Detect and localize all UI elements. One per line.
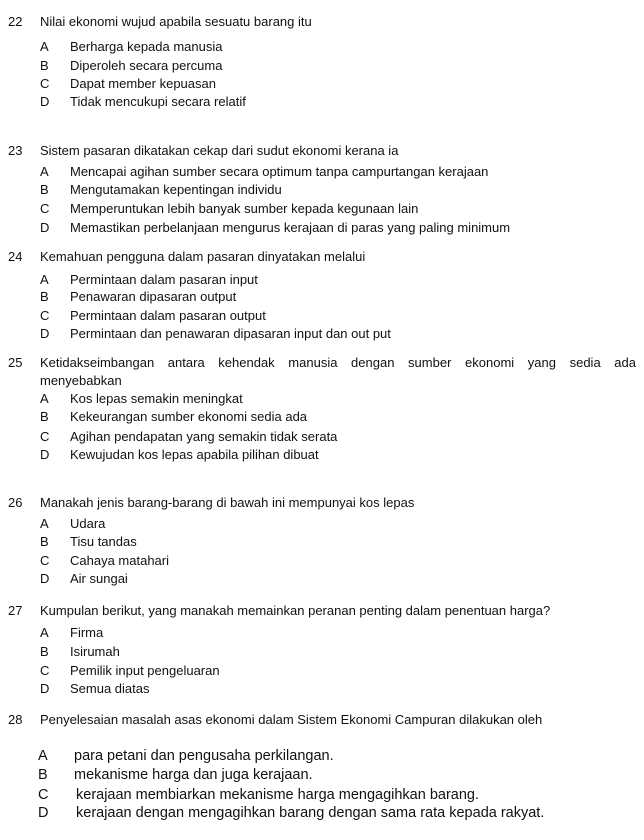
- option-text: Permintaan dan penawaran dipasaran input dan out put: [70, 326, 391, 341]
- option-text: Tisu tandas: [70, 534, 137, 549]
- option-text: Pemilik input pengeluaran: [70, 663, 220, 678]
- option-letter: A: [40, 625, 49, 640]
- question-text: Sistem pasaran dikatakan cekap dari sudut ekonomi kerana ia: [40, 143, 399, 158]
- option-letter: D: [40, 326, 50, 341]
- question-number: 25: [8, 355, 23, 370]
- option-text: Memastikan perbelanjaan mengurus kerajaan di paras yang paling minimum: [70, 220, 511, 235]
- option-text: Kos lepas semakin meningkat: [70, 391, 243, 406]
- option-letter: B: [40, 289, 49, 304]
- option-letter: B: [40, 644, 49, 659]
- question-text: Nilai ekonomi wujud apabila sesuatu barang itu: [40, 14, 312, 29]
- option-letter: D: [40, 571, 50, 586]
- option-text: Agihan pendapatan yang semakin tidak serata: [70, 429, 338, 444]
- option-text: kerajaan dengan mengagihkan barang dengan sama rata kepada rakyat.: [76, 805, 545, 821]
- question-number: 24: [8, 249, 23, 264]
- option-text: Mencapai agihan sumber secara optimum tanpa campurtangan kerajaan: [70, 164, 489, 179]
- option-letter: D: [38, 805, 49, 821]
- option-letter: C: [40, 429, 50, 444]
- option-letter: D: [40, 681, 50, 696]
- option-text: Cahaya matahari: [70, 553, 169, 568]
- option-letter: D: [40, 220, 50, 235]
- option-text: Udara: [70, 516, 106, 531]
- question-number: 28: [8, 712, 23, 727]
- option-text: Semua diatas: [70, 681, 150, 696]
- option-letter: C: [40, 308, 50, 323]
- option-letter: C: [40, 663, 50, 678]
- option-text: Tidak mencukupi secara relatif: [70, 94, 246, 109]
- option-text: Isirumah: [70, 644, 120, 659]
- option-letter: A: [40, 516, 49, 531]
- question-number: 23: [8, 143, 23, 158]
- option-text: Mengutamakan kepentingan individu: [70, 182, 282, 197]
- option-letter: A: [38, 748, 48, 764]
- question-text: Ketidakseimbangan antara kehendak manusia dengan sumber ekonomi yang sedia ada: [40, 355, 636, 370]
- option-text: Kewujudan kos lepas apabila pilihan dibuat: [70, 447, 319, 462]
- option-text: Dapat member kepuasan: [70, 76, 216, 91]
- question-text: Kemahuan pengguna dalam pasaran dinyatakan melalui: [40, 249, 366, 264]
- option-text: Firma: [70, 625, 104, 640]
- option-letter: A: [40, 272, 49, 287]
- option-letter: C: [40, 76, 50, 91]
- question-number: 27: [8, 603, 23, 618]
- option-letter: B: [40, 534, 49, 549]
- option-letter: B: [40, 182, 49, 197]
- option-text: Memperuntukan lebih banyak sumber kepada kegunaan lain: [70, 201, 419, 216]
- option-letter: A: [40, 391, 49, 406]
- option-letter: C: [40, 553, 50, 568]
- option-letter: A: [40, 39, 49, 54]
- option-letter: C: [40, 201, 50, 216]
- option-letter: B: [40, 409, 49, 424]
- question-number: 26: [8, 495, 23, 510]
- option-letter: B: [38, 767, 48, 783]
- option-text: Penawaran dipasaran output: [70, 289, 237, 304]
- option-text: kerajaan membiarkan mekanisme harga mengagihkan barang.: [76, 787, 480, 803]
- option-letter: C: [38, 787, 49, 803]
- question-number: 22: [8, 14, 23, 29]
- option-text: Diperoleh secara percuma: [70, 58, 223, 73]
- question-text-continued: menyebabkan: [40, 373, 122, 388]
- option-text: Berharga kepada manusia: [70, 39, 223, 54]
- option-text: mekanisme harga dan juga kerajaan.: [74, 767, 313, 783]
- option-letter: D: [40, 94, 50, 109]
- option-letter: B: [40, 58, 49, 73]
- question-text: Penyelesaian masalah asas ekonomi dalam Sistem Ekonomi Campuran dilakukan oleh: [40, 712, 543, 727]
- question-text: Kumpulan berikut, yang manakah memainkan peranan penting dalam penentuan harga?: [40, 603, 551, 618]
- option-text: Permintaan dalam pasaran output: [70, 308, 266, 323]
- option-text: Permintaan dalam pasaran input: [70, 272, 258, 287]
- option-text: para petani dan pengusaha perkilangan.: [74, 748, 334, 764]
- option-text: Air sungai: [70, 571, 128, 586]
- option-letter: D: [40, 447, 50, 462]
- option-text: Kekeurangan sumber ekonomi sedia ada: [70, 409, 308, 424]
- question-text: Manakah jenis barang-barang di bawah ini mempunyai kos lepas: [40, 495, 415, 510]
- option-letter: A: [40, 164, 49, 179]
